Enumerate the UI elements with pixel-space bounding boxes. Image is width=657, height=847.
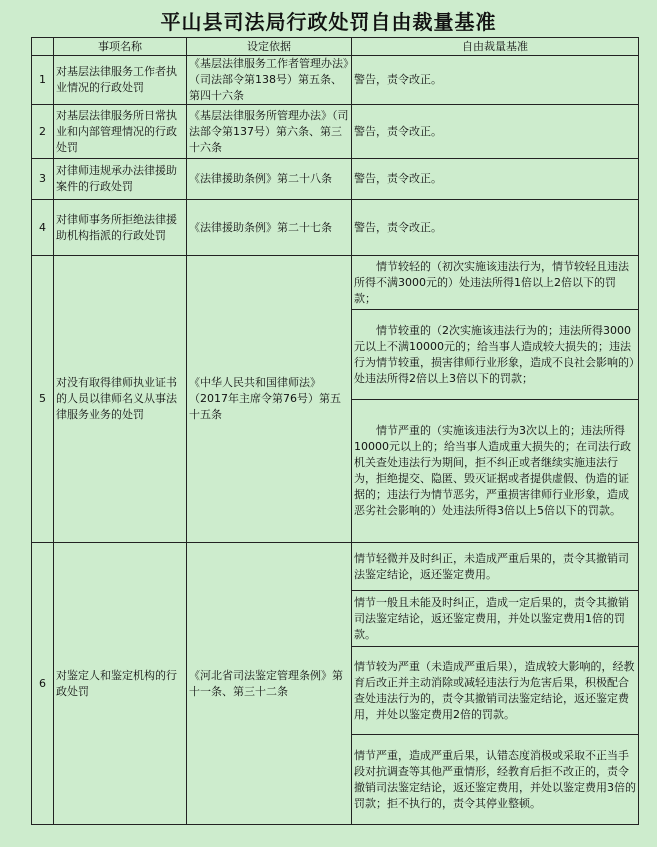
item-name: 对基层法律服务工作者执业情况的行政处罚	[54, 56, 187, 105]
legal-basis: 《法律援助条例》第二十八条	[187, 159, 352, 200]
standard-severe: 情节严重的（实施该违法行为3次以上的；违法所得10000元以上的；给当事人造成重大损失的；在司法行政机关查处违法行为期间，拒不纠正或者继续实施违法行为，拒绝提交、隐匿、毁灭证据或者提供虚假、伪造的证据的；违法行为情节恶劣，严重损害律师行业形象，造成恶劣社会影响的）处违法所得3倍以上5倍以下的罚款。	[352, 400, 639, 543]
row-number: 5	[32, 256, 54, 543]
legal-basis: 《法律援助条例》第二十七条	[187, 200, 352, 256]
item-name: 对没有取得律师执业证书的人员以律师名义从事法律服务业务的处罚	[54, 256, 187, 543]
table-row	[32, 200, 639, 256]
legal-basis: 《河北省司法鉴定管理条例》第十一条、第三十二条	[187, 543, 352, 825]
item-name: 对鉴定人和鉴定机构的行政处罚	[54, 543, 187, 825]
table-row	[32, 256, 639, 310]
standard-slight: 情节轻微并及时纠正，未造成严重后果的，责令其撤销司法鉴定结论，返还鉴定费用。	[352, 543, 639, 591]
page-title: 平山县司法局行政处罚自由裁量基准	[160, 10, 497, 34]
header-discretion-standard: 自由裁量基准	[352, 38, 639, 56]
header-legal-basis: 设定依据	[187, 38, 352, 56]
standard-text: 警告，责令改正。	[352, 56, 639, 105]
item-name: 对基层法律服务所日常执业和内部管理情况的行政处罚	[54, 105, 187, 159]
header-number	[32, 38, 54, 56]
standard-text: 警告，责令改正。	[352, 200, 639, 256]
item-name: 对律师事务所拒绝法律援助机构指派的行政处罚	[54, 200, 187, 256]
standard-text: 警告，责令改正。	[352, 105, 639, 159]
standard-general: 情节一般且未能及时纠正，造成一定后果的，责令其撤销司法鉴定结论，返还鉴定费用，并处以鉴定费用1倍的罚款。	[352, 591, 639, 647]
standard-text: 警告，责令改正。	[352, 159, 639, 200]
legal-basis: 《基层法律服务所管理办法》（司法部令第137号）第六条、第三十六条	[187, 105, 352, 159]
row-number: 2	[32, 105, 54, 159]
standard-minor: 情节较轻的（初次实施该违法行为，情节较轻且违法所得不满3000元的）处违法所得1倍以上2倍以下的罚款；	[352, 256, 639, 310]
standard-serious: 情节严重，造成严重后果，认错态度消极或采取不正当手段对抗调查等其他严重情形，经教育后拒不改正的，责令撤销司法鉴定结论，返还鉴定费用，并处以鉴定费用3倍的罚款；拒不执行的，责令其停业整顿。	[352, 735, 639, 825]
header-item-name: 事项名称	[54, 38, 187, 56]
penalty-table	[31, 37, 639, 825]
table-row	[32, 543, 639, 591]
table-row	[32, 56, 639, 105]
legal-basis: 《中华人民共和国律师法》（2017年主席令第76号）第五十五条	[187, 256, 352, 543]
table-row	[32, 159, 639, 200]
legal-basis: 《基层法律服务工作者管理办法》（司法部令第138号）第五条、第四十六条	[187, 56, 352, 105]
table-row	[32, 105, 639, 159]
table-header-row	[32, 38, 639, 56]
row-number: 4	[32, 200, 54, 256]
standard-relatively-serious: 情节较为严重（未造成严重后果），造成较大影响的，经教育后改正并主动消除或减轻违法行为危害后果，积极配合查处违法行为的，责令其撤销司法鉴定结论，返还鉴定费用，并处以鉴定费用2倍的罚款。	[352, 647, 639, 735]
row-number: 6	[32, 543, 54, 825]
row-number: 1	[32, 56, 54, 105]
standard-serious: 情节较重的（2次实施该违法行为的；违法所得3000元以上不满10000元的；给当事人造成较大损失的；违法行为情节较重，损害律师行业形象，造成不良社会影响的）处违法所得2倍以上3倍以下的罚款；	[352, 310, 639, 400]
item-name: 对律师违规承办法律援助案件的行政处罚	[54, 159, 187, 200]
row-number: 3	[32, 159, 54, 200]
